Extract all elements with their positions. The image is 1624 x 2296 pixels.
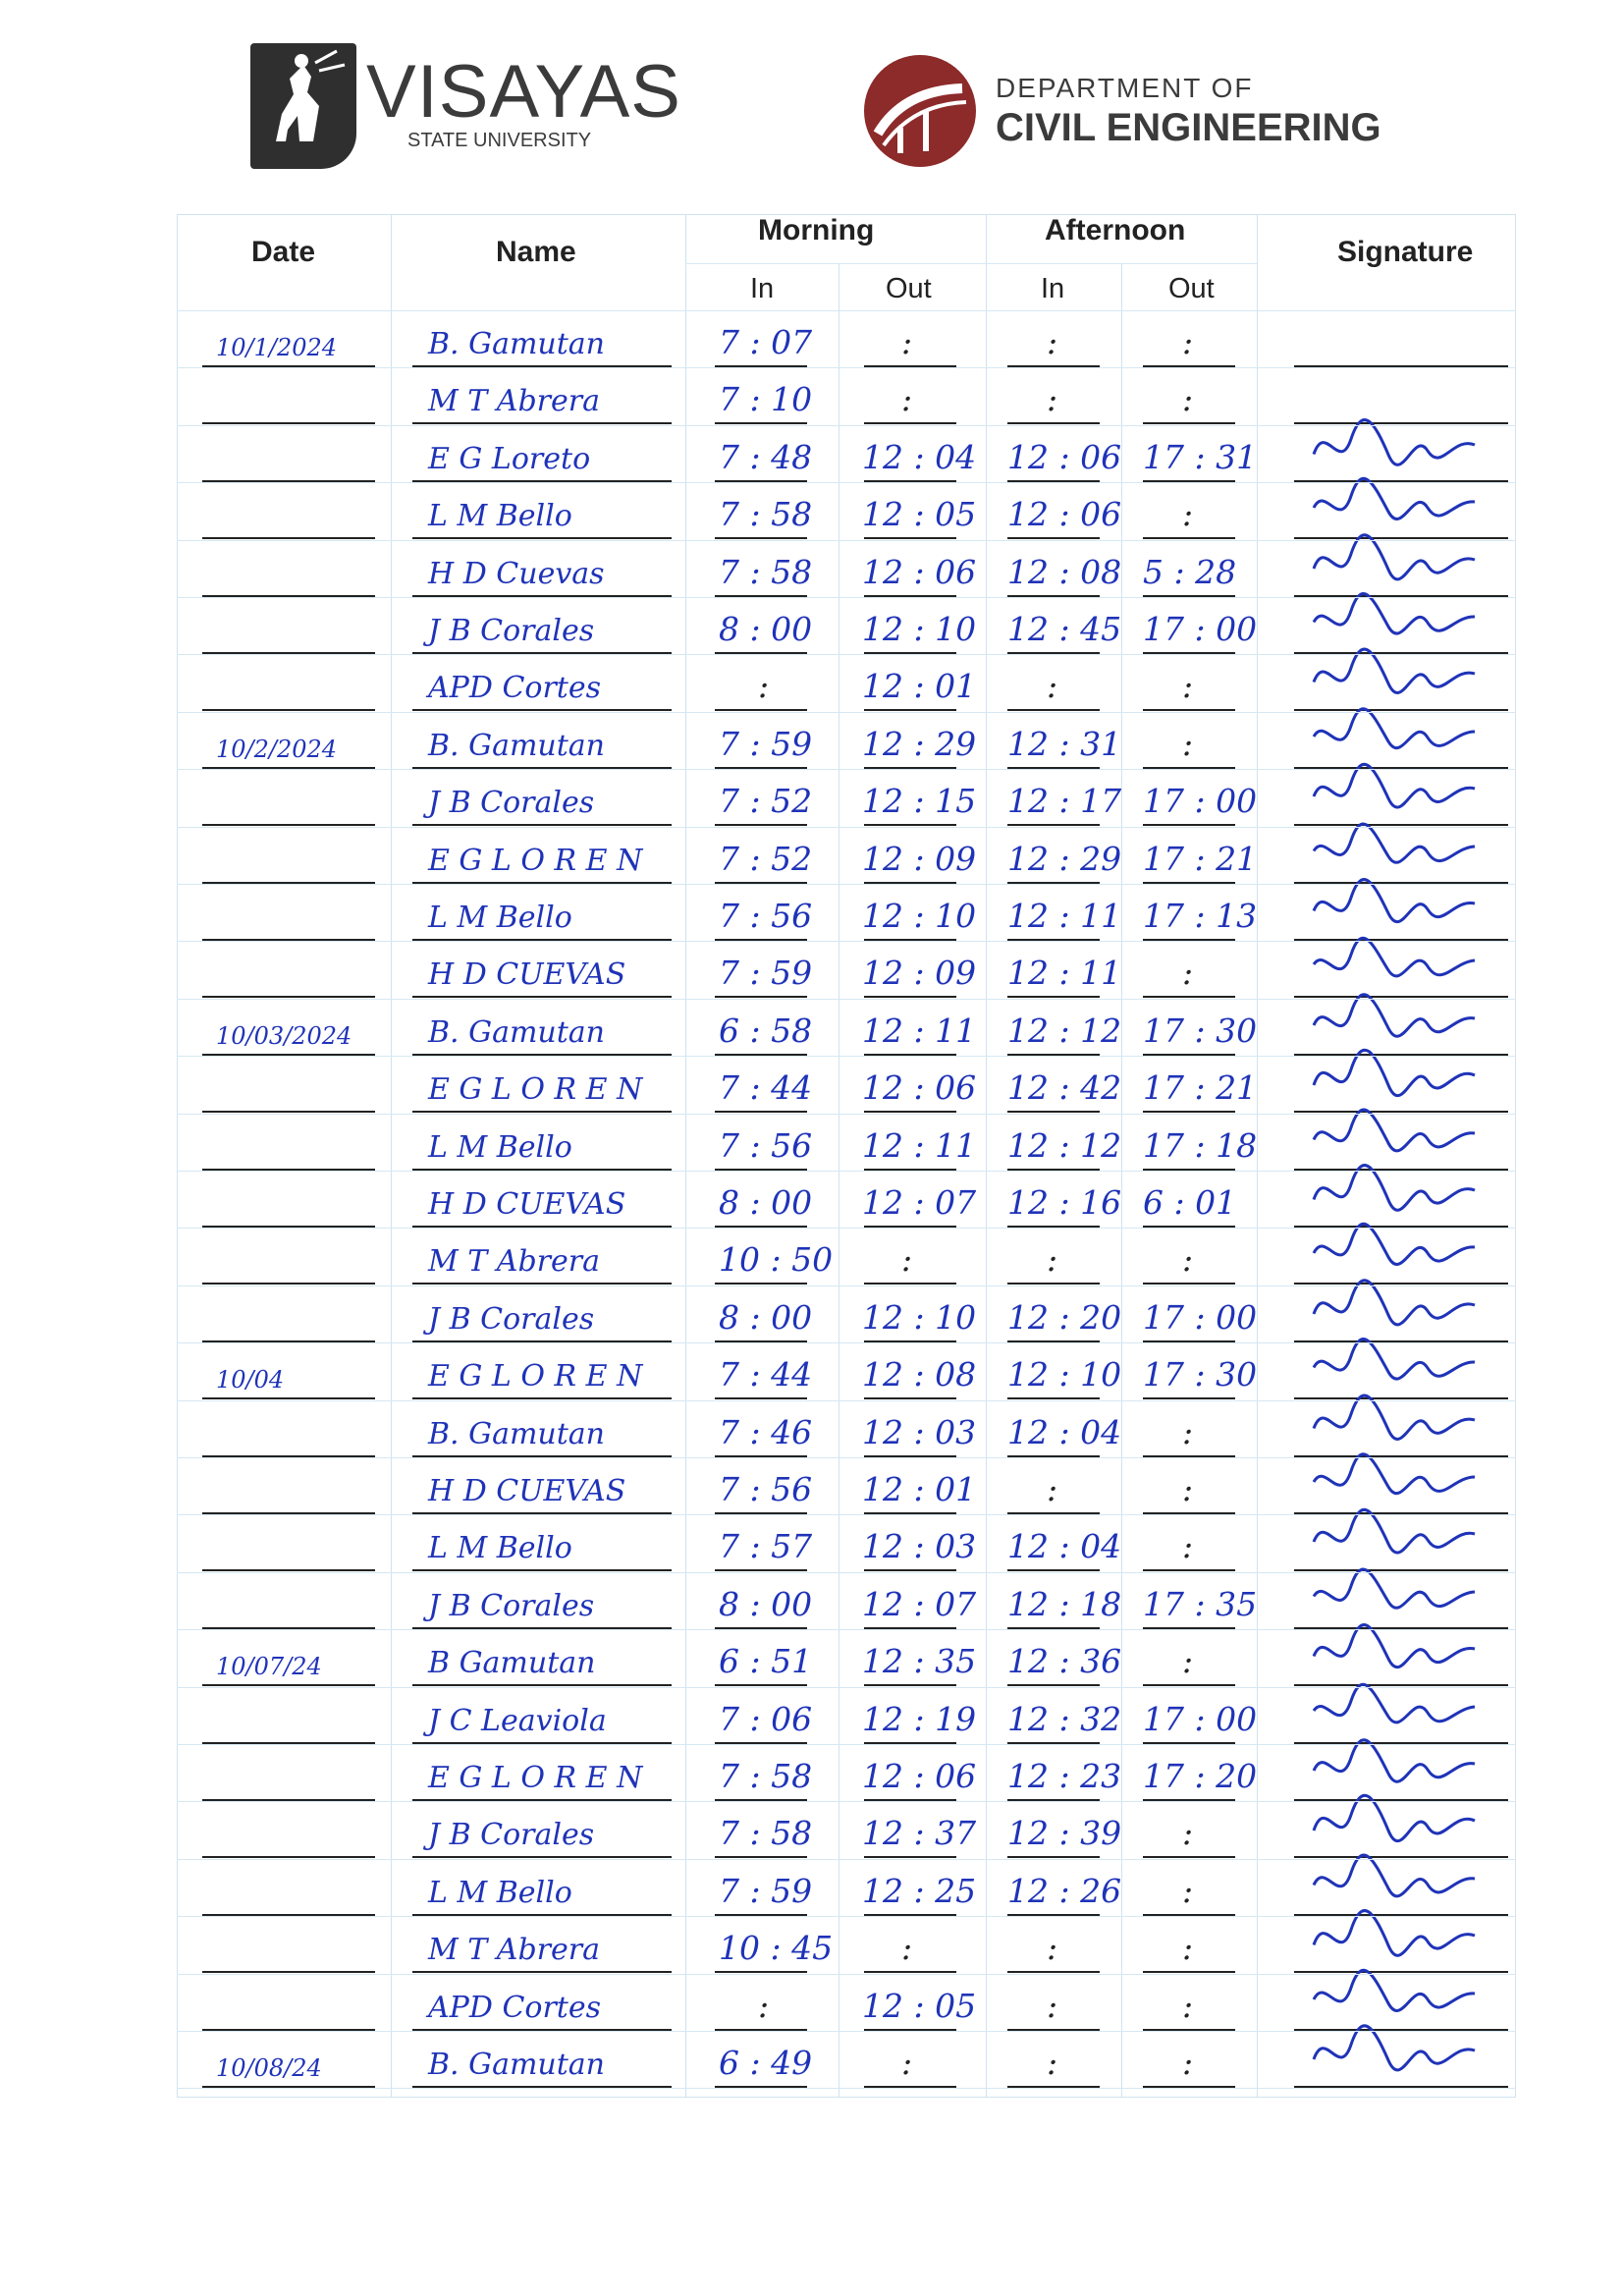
name-cell: H D CUEVAS xyxy=(428,957,626,993)
grid-line xyxy=(177,597,1516,598)
morning-in-time: 7 : 06 xyxy=(719,1699,813,1738)
afternoon-out-time: 17 : 21 xyxy=(1143,839,1258,878)
grid-line xyxy=(177,884,1516,885)
afternoon-in-time: 12 : 04 xyxy=(1007,1527,1122,1566)
empty-time-separator: : xyxy=(1047,1240,1058,1280)
afternoon-out-time: 17 : 00 xyxy=(1143,1297,1258,1337)
afternoon-in-time: 12 : 26 xyxy=(1007,1871,1122,1910)
name-cell: L M Bello xyxy=(428,1875,572,1910)
morning-out-time: 12 : 11 xyxy=(862,1011,977,1050)
empty-time-separator: : xyxy=(901,1240,913,1280)
morning-out-header: Out xyxy=(886,273,932,304)
afternoon-in-time: 12 : 11 xyxy=(1007,897,1122,935)
university-name: VISAYAS xyxy=(366,50,681,134)
name-cell: H D CUEVAS xyxy=(428,1474,626,1508)
empty-time-separator: : xyxy=(1182,1470,1194,1508)
afternoon-in-time: 12 : 18 xyxy=(1007,1584,1122,1623)
morning-in-time: 7 : 56 xyxy=(719,897,813,935)
morning-out-time: 12 : 09 xyxy=(862,839,977,878)
afternoon-in-time: 12 : 12 xyxy=(1007,1125,1122,1165)
grid-line xyxy=(177,1114,1516,1115)
grid-line xyxy=(177,999,1516,1000)
name-cell: H D Cuevas xyxy=(428,556,605,591)
morning-out-time: 12 : 05 xyxy=(862,1986,977,2025)
morning-column-header: Morning xyxy=(758,214,875,246)
afternoon-in-time: 12 : 06 xyxy=(1007,437,1122,476)
morning-out-time: 12 : 35 xyxy=(862,1642,977,1681)
empty-time-separator: : xyxy=(758,667,770,706)
empty-time-separator: : xyxy=(1182,495,1194,534)
name-cell: J B Corales xyxy=(428,614,595,648)
grid-line xyxy=(177,827,1516,828)
empty-time-separator: : xyxy=(758,1986,770,2025)
name-cell: APD Cortes xyxy=(428,1990,602,2025)
name-cell: B. Gamutan xyxy=(428,1416,605,1451)
afternoon-in-time: 12 : 12 xyxy=(1007,1011,1122,1050)
grid-line xyxy=(177,1171,1516,1172)
morning-in-time: 8 : 00 xyxy=(719,1183,813,1222)
morning-in-time: 6 : 58 xyxy=(719,1011,813,1050)
morning-out-time: 12 : 25 xyxy=(862,1871,977,1910)
afternoon-out-time: 5 : 28 xyxy=(1143,552,1237,591)
morning-in-time: 10 : 45 xyxy=(719,1929,834,1968)
afternoon-in-time: 12 : 36 xyxy=(1007,1642,1122,1681)
grid-line xyxy=(177,1687,1516,1688)
afternoon-in-time: 12 : 39 xyxy=(1007,1814,1122,1853)
grid-line xyxy=(177,1400,1516,1401)
morning-in-time: 7 : 58 xyxy=(719,1814,813,1853)
morning-out-time: 12 : 10 xyxy=(862,897,977,935)
date-cell: 10/03/2024 xyxy=(216,1021,352,1050)
grid-line xyxy=(177,1056,1516,1057)
morning-out-time: 12 : 04 xyxy=(862,437,977,476)
morning-out-time: 12 : 06 xyxy=(862,1068,977,1108)
afternoon-out-time: 17 : 00 xyxy=(1143,782,1258,821)
morning-in-time: 7 : 48 xyxy=(719,437,813,476)
name-cell: E G L O R E N xyxy=(428,1072,643,1108)
civil-engineering-logo-icon xyxy=(864,55,976,167)
morning-out-time: 12 : 29 xyxy=(862,724,977,763)
grid-line xyxy=(177,1342,1516,1343)
empty-time-separator: : xyxy=(1182,2044,1194,2082)
date-cell: 10/04 xyxy=(216,1366,285,1394)
morning-in-time: 8 : 00 xyxy=(719,610,813,648)
name-cell: L M Bello xyxy=(428,901,572,935)
morning-in-time: 7 : 52 xyxy=(719,782,813,821)
afternoon-column-header: Afternoon xyxy=(1045,214,1186,246)
date-cell: 10/08/24 xyxy=(216,2054,322,2082)
name-cell: L M Bello xyxy=(428,499,572,534)
empty-time-separator: : xyxy=(1182,667,1194,706)
empty-time-separator: : xyxy=(1182,323,1194,361)
empty-time-separator: : xyxy=(1182,1527,1194,1566)
grid-line xyxy=(177,1801,1516,1802)
grid-line xyxy=(177,1572,1516,1573)
name-cell: M T Abrera xyxy=(428,1933,600,1968)
name-cell: B. Gamutan xyxy=(428,1014,605,1050)
morning-in-time: 7 : 52 xyxy=(719,839,813,878)
morning-in-time: 8 : 00 xyxy=(719,1297,813,1337)
date-column-header: Date xyxy=(251,236,316,268)
morning-out-time: 12 : 01 xyxy=(862,1470,977,1508)
name-cell: J B Corales xyxy=(428,1588,595,1623)
grid-line xyxy=(177,1285,1516,1286)
morning-out-time: 12 : 01 xyxy=(862,667,977,706)
empty-time-separator: : xyxy=(1047,2044,1058,2082)
empty-time-separator: : xyxy=(1182,954,1194,993)
name-cell: J C Leaviola xyxy=(428,1703,607,1738)
grid-line xyxy=(177,712,1516,713)
grid-line xyxy=(177,769,1516,770)
name-cell: J B Corales xyxy=(428,1301,595,1337)
name-cell: E G Loreto xyxy=(428,441,591,476)
grid-line xyxy=(177,1457,1516,1458)
afternoon-in-time: 12 : 20 xyxy=(1007,1297,1122,1337)
morning-in-time: 6 : 49 xyxy=(719,2044,813,2082)
afternoon-out-time: 17 : 35 xyxy=(1143,1584,1258,1623)
morning-in-time: 7 : 59 xyxy=(719,954,813,993)
morning-in-time: 7 : 59 xyxy=(719,724,813,763)
afternoon-in-time: 12 : 10 xyxy=(1007,1355,1122,1394)
date-cell: 10/07/24 xyxy=(216,1653,322,1681)
empty-time-separator: : xyxy=(1182,724,1194,763)
name-cell: B Gamutan xyxy=(428,1646,596,1681)
afternoon-in-header: In xyxy=(1041,273,1065,304)
morning-in-time: 7 : 44 xyxy=(719,1068,813,1108)
morning-in-time: 7 : 57 xyxy=(719,1527,813,1566)
empty-time-separator: : xyxy=(1182,1814,1194,1853)
empty-time-separator: : xyxy=(1182,1412,1194,1451)
morning-out-time: 12 : 06 xyxy=(862,1757,977,1795)
name-cell: E G L O R E N xyxy=(428,843,643,878)
name-column-header: Name xyxy=(496,236,576,268)
morning-out-time: 12 : 08 xyxy=(862,1355,977,1394)
name-cell: H D CUEVAS xyxy=(428,1187,626,1222)
morning-in-header: In xyxy=(750,273,775,304)
date-cell: 10/2/2024 xyxy=(216,735,338,763)
afternoon-out-time: 17 : 21 xyxy=(1143,1068,1258,1108)
grid-line xyxy=(177,2088,1516,2089)
morning-out-time: 12 : 05 xyxy=(862,495,977,534)
morning-out-time: 12 : 06 xyxy=(862,552,977,591)
afternoon-out-time: 17 : 00 xyxy=(1143,1699,1258,1738)
grid-line xyxy=(177,1859,1516,1860)
vsu-logo-icon xyxy=(250,43,356,169)
afternoon-out-time: 17 : 30 xyxy=(1143,1011,1258,1050)
afternoon-in-time: 12 : 08 xyxy=(1007,552,1122,591)
afternoon-in-time: 12 : 42 xyxy=(1007,1068,1122,1108)
morning-in-time: 8 : 00 xyxy=(719,1584,813,1623)
morning-out-time: 12 : 19 xyxy=(862,1699,977,1738)
grid-line xyxy=(177,482,1516,483)
department-logo xyxy=(864,55,1453,173)
name-cell: APD Cortes xyxy=(428,671,602,706)
afternoon-in-time: 12 : 29 xyxy=(1007,839,1122,878)
empty-time-separator: : xyxy=(901,380,913,419)
empty-time-separator: : xyxy=(1047,1470,1058,1508)
afternoon-out-time: 17 : 13 xyxy=(1143,897,1258,935)
name-cell: M T Abrera xyxy=(428,384,600,419)
afternoon-out-time: 17 : 20 xyxy=(1143,1757,1258,1795)
grid-line xyxy=(177,1514,1516,1515)
empty-time-separator: : xyxy=(1047,323,1058,361)
afternoon-out-time: 17 : 31 xyxy=(1143,437,1258,476)
morning-out-time: 12 : 09 xyxy=(862,954,977,993)
afternoon-in-time: 12 : 06 xyxy=(1007,495,1122,534)
grid-line xyxy=(177,2031,1516,2032)
empty-time-separator: : xyxy=(1047,667,1058,706)
department-line2: CIVIL ENGINEERING xyxy=(996,106,1381,149)
afternoon-in-time: 12 : 16 xyxy=(1007,1183,1122,1222)
morning-in-time: 7 : 56 xyxy=(719,1470,813,1508)
afternoon-in-time: 12 : 45 xyxy=(1007,610,1122,648)
afternoon-out-time: 17 : 00 xyxy=(1143,610,1258,648)
morning-out-time: 12 : 10 xyxy=(862,610,977,648)
name-cell: B. Gamutan xyxy=(428,728,605,763)
table-row xyxy=(177,2031,1516,2088)
grid-line xyxy=(177,540,1516,541)
morning-out-time: 12 : 07 xyxy=(862,1183,977,1222)
signature-column-header: Signature xyxy=(1337,236,1474,268)
grid-line xyxy=(177,425,1516,426)
morning-in-time: 7 : 10 xyxy=(719,380,813,419)
empty-time-separator: : xyxy=(1182,1871,1194,1910)
morning-in-time: 10 : 50 xyxy=(719,1240,834,1280)
name-cell: L M Bello xyxy=(428,1129,572,1165)
grid-line xyxy=(177,1629,1516,1630)
morning-out-time: 12 : 07 xyxy=(862,1584,977,1623)
afternoon-out-time: 6 : 01 xyxy=(1143,1183,1237,1222)
grid-line xyxy=(177,941,1516,942)
grid-line xyxy=(177,367,1516,368)
afternoon-out-header: Out xyxy=(1168,273,1215,304)
date-cell: 10/1/2024 xyxy=(216,334,338,361)
grid-line xyxy=(177,1916,1516,1917)
empty-time-separator: : xyxy=(901,1929,913,1968)
attendance-sheet xyxy=(177,214,1516,2098)
morning-in-time: 7 : 46 xyxy=(719,1412,813,1451)
table-row xyxy=(177,310,1516,367)
empty-time-separator: : xyxy=(1182,1240,1194,1280)
afternoon-out-time: 17 : 18 xyxy=(1143,1125,1258,1165)
morning-out-time: 12 : 03 xyxy=(862,1412,977,1451)
name-cell: L M Bello xyxy=(428,1531,572,1566)
morning-in-time: 7 : 58 xyxy=(719,1757,813,1795)
name-cell: E G L O R E N xyxy=(428,1761,643,1795)
afternoon-in-time: 12 : 23 xyxy=(1007,1757,1122,1795)
university-subtitle: STATE UNIVERSITY xyxy=(407,130,592,151)
morning-in-time: 7 : 44 xyxy=(719,1355,813,1394)
grid-line xyxy=(685,263,1257,264)
empty-time-separator: : xyxy=(1182,1929,1194,1968)
morning-in-time: 7 : 07 xyxy=(719,323,813,361)
morning-out-time: 12 : 11 xyxy=(862,1125,977,1165)
afternoon-in-time: 12 : 17 xyxy=(1007,782,1122,821)
name-cell: J B Corales xyxy=(428,1818,595,1853)
name-cell: J B Corales xyxy=(428,786,595,821)
empty-time-separator: : xyxy=(1047,1929,1058,1968)
empty-time-separator: : xyxy=(1182,1642,1194,1681)
empty-time-separator: : xyxy=(1047,380,1058,419)
empty-time-separator: : xyxy=(1047,1986,1058,2025)
morning-out-time: 12 : 03 xyxy=(862,1527,977,1566)
morning-in-time: 7 : 56 xyxy=(719,1125,813,1165)
empty-time-separator: : xyxy=(1182,380,1194,419)
morning-in-time: 7 : 58 xyxy=(719,552,813,591)
morning-in-time: 7 : 58 xyxy=(719,495,813,534)
name-cell: E G L O R E N xyxy=(428,1359,643,1394)
name-cell: B. Gamutan xyxy=(428,327,605,361)
morning-out-time: 12 : 10 xyxy=(862,1297,977,1337)
university-logo xyxy=(250,43,681,171)
empty-time-separator: : xyxy=(1182,1986,1194,2025)
morning-out-time: 12 : 15 xyxy=(862,782,977,821)
afternoon-in-time: 12 : 32 xyxy=(1007,1699,1122,1738)
grid-line xyxy=(177,1974,1516,1975)
empty-time-separator: : xyxy=(901,2044,913,2082)
morning-out-time: 12 : 37 xyxy=(862,1814,977,1853)
grid-line xyxy=(177,1228,1516,1229)
morning-in-time: 6 : 51 xyxy=(719,1642,813,1681)
department-line1: DEPARTMENT OF xyxy=(996,73,1254,103)
name-cell: B. Gamutan xyxy=(428,2048,605,2082)
empty-time-separator: : xyxy=(901,323,913,361)
afternoon-out-time: 17 : 30 xyxy=(1143,1355,1258,1394)
afternoon-in-time: 12 : 31 xyxy=(1007,724,1122,763)
afternoon-in-time: 12 : 04 xyxy=(1007,1412,1122,1451)
grid-line xyxy=(177,654,1516,655)
afternoon-in-time: 12 : 11 xyxy=(1007,954,1122,993)
name-cell: M T Abrera xyxy=(428,1244,600,1280)
morning-in-time: 7 : 59 xyxy=(719,1871,813,1910)
grid-line xyxy=(177,1744,1516,1745)
